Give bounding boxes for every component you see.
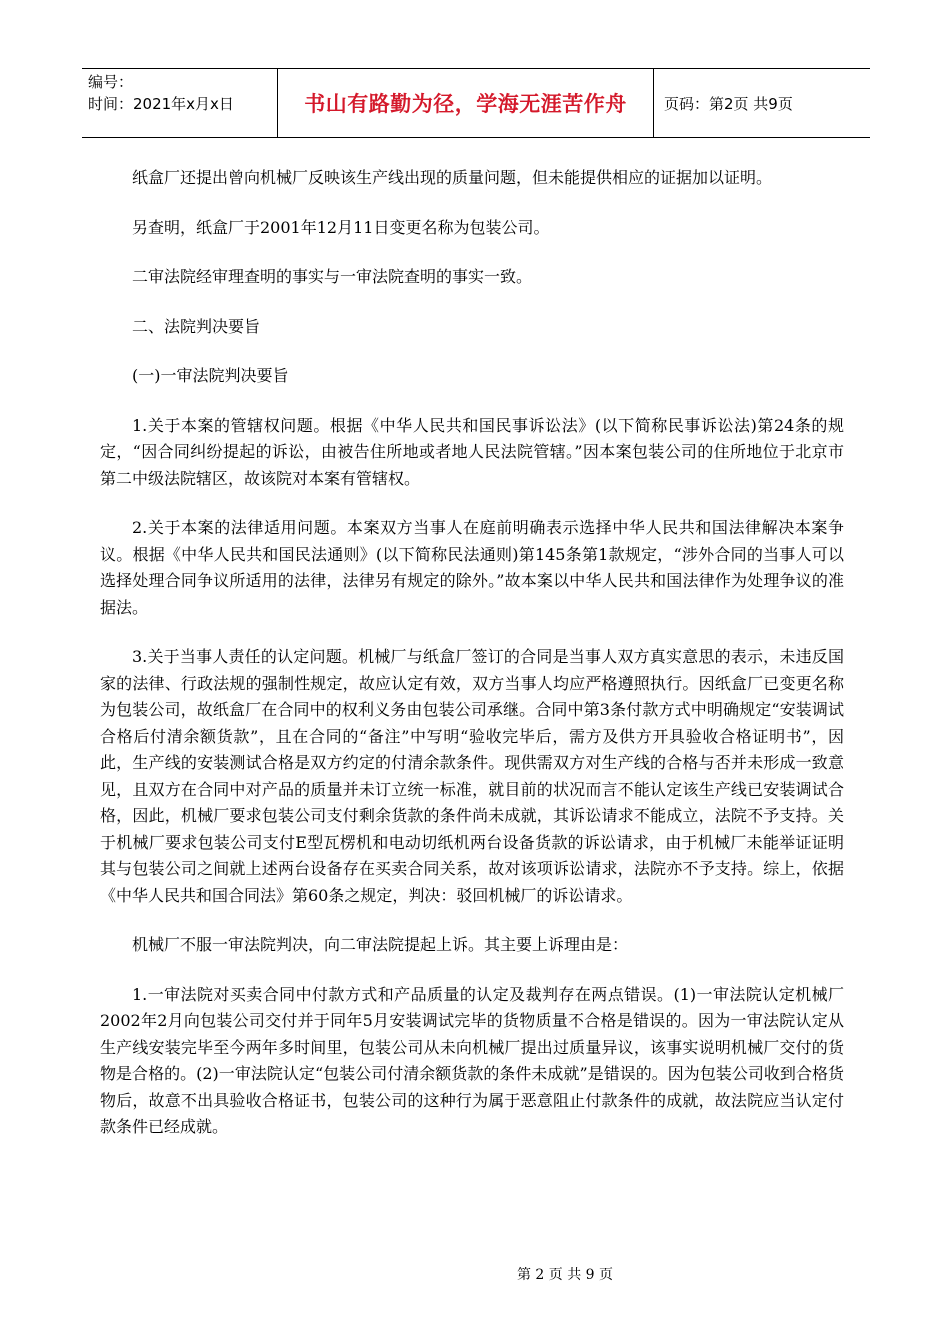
paragraph: 纸盒厂还提出曾向机械厂反映该生产线出现的质量问题，但未能提供相应的证据加以证明。	[132, 168, 773, 187]
page-header	[82, 68, 870, 138]
header-page-info: 页码：第2页 共9页	[664, 94, 793, 113]
document-body	[100, 165, 844, 1164]
paragraph: 2.关于本案的法律适用问题。本案双方当事人在庭前明确表示选择中华人民共和国法律解决本案争议。根据《中华人民共和国民法通则》(以下简称民法通则)第145条第1款规定，“涉外合同的当事人可以选择处理合同争议所适用的法律，法律另有规定的除外。”故本案以中华人民共和国法律作为处理争议的准据法。	[100, 518, 844, 617]
paragraph: 3.关于当事人责任的认定问题。机械厂与纸盒厂签订的合同是当事人双方真实意思的表示，未违反国家的法律、行政法规的强制性规定，故应认定有效，双方当事人均应严格遵照执行。因纸盒厂已变更名称为包装公司，故纸盒厂在合同中的权利义务由包装公司承继。合同中第3条付款方式中明确规定“安装调试合格后付清余额货款”，且在合同的“备注”中写明“验收完毕后，需方及供方开具验收合格证明书”，因此，生产线的安装测试合格是双方约定的付清余款条件。现供需双方对生产线的合格与否并未形成一致意见，且双方在合同中对产品的质量并未订立统一标准，就目前的状况而言不能认定该生产线已安装调试合格，因此，机械厂要求包装公司支付剩余货款的条件尚未成就，其诉讼请求不能成立，法院不予支持。关于机械厂要求包装公司支付E型瓦楞机和电动切纸机两台设备货款的诉讼请求，由于机械厂未能举证证明其与包装公司之间就上述两台设备存在买卖合同关系，故对该项诉讼请求，法院亦不予支持。综上，依据《中华人民共和国合同法》第60条之规定，判决：驳回机械厂的诉讼请求。	[100, 647, 844, 905]
page-footer: 第 2 页 共 9 页	[516, 1267, 614, 1283]
section-heading: 二、法院判决要旨	[132, 316, 261, 336]
document-time-label: 时间：2021年x月x日	[88, 95, 234, 113]
paragraph: 二审法院经审理查明的事实与一审法院查明的事实一致。	[132, 267, 533, 286]
paragraph: 1.一审法院对买卖合同中付款方式和产品质量的认定及裁判存在两点错误。(1)一审法院认定机械厂2002年2月向包装公司交付并于同年5月安装调试完毕的货物质量不合格是错误的。因为一审法院认定从生产线安装完毕至今两年多时间里，包装公司从未向机械厂提出过质量异议，该事实说明机械厂交付的货物是合格的。(2)一审法院认定“包装公司付清余额货款的条件未成就”是错误的。因为包装公司收到合格货物后，故意不出具验收合格证书，包装公司的这种行为属于恶意阻止付款条件的成就，故法院应当认定付款条件已经成就。	[100, 984, 844, 1136]
paragraph: 1.关于本案的管辖权问题。根据《中华人民共和国民事诉讼法》(以下简称民事诉讼法)第24条的规定，“因合同纠纷提起的诉讼，由被告住所地或者地人民法院管辖。”因本案包装公司的住所地位于北京市第二中级法院辖区，故该院对本案有管辖权。	[100, 415, 844, 488]
header-motto: 书山有路勤为径，学海无涯苦作舟	[278, 69, 654, 137]
document-number-label: 编号：	[88, 73, 134, 91]
paragraph: 另查明，纸盒厂于2001年12月11日变更名称为包装公司。	[132, 217, 550, 237]
header-meta	[82, 69, 278, 137]
subsection-heading: (一)一审法院判决要旨	[132, 366, 289, 385]
paragraph: 机械厂不服一审法院判决，向二审法院提起上诉。其主要上诉理由是：	[132, 935, 629, 954]
